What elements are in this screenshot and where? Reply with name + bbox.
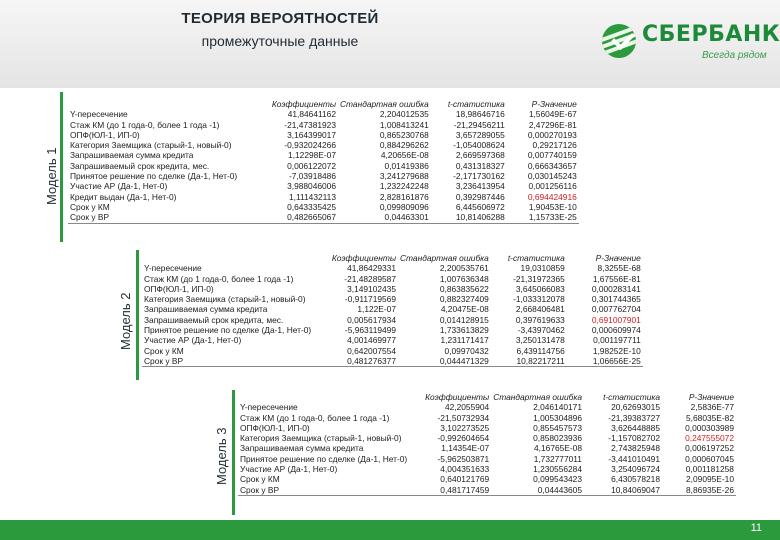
row-std-error: 0,858023936 xyxy=(533,433,582,444)
slide-title: ТЕОРИЯ ВЕРОЯТНОСТЕЙ xyxy=(181,10,379,27)
row-coefficient: -21,47381923 xyxy=(284,119,336,130)
row-variable: Принятое решение по сделке (Да-1, Нет-0) xyxy=(70,171,238,182)
table-row xyxy=(238,433,736,443)
table-row xyxy=(68,130,579,140)
row-p-value: 0,29217126 xyxy=(532,140,577,151)
model-2-label: Модель 2 xyxy=(118,292,133,350)
table-header-row xyxy=(238,392,736,402)
row-coefficient: 0,006122072 xyxy=(287,160,336,171)
table-row xyxy=(238,454,736,464)
row-p-value: 0,001181258 xyxy=(685,464,734,475)
row-variable: Принятое решение по сделке (Да-1, Нет-0) xyxy=(144,325,312,336)
row-coefficient: -0,911719569 xyxy=(344,294,396,305)
row-std-error: 0,882327409 xyxy=(439,294,489,305)
row-p-value: 1,67556E-81 xyxy=(592,273,641,284)
table-row xyxy=(142,346,643,356)
row-variable: Участие АР (Да-1, Нет-0) xyxy=(70,181,168,192)
row-coefficient: 0,482665067 xyxy=(258,212,338,223)
row-p-value: 0,001256116 xyxy=(528,181,577,192)
row-p-value: 2,09095E-10 xyxy=(686,474,734,485)
row-variable: Y-пересечение xyxy=(240,402,298,413)
row-std-error: 2,204012535 xyxy=(379,109,429,120)
table-row xyxy=(68,109,579,119)
row-coefficient: 1,122E-07 xyxy=(357,304,396,315)
table-row xyxy=(142,325,643,335)
row-p-value: 8,3255E-68 xyxy=(597,263,641,274)
row-t-stat: 0,397619633 xyxy=(515,314,565,325)
row-t-stat: 3,250131478 xyxy=(515,335,565,346)
row-t-stat: -1,157082702 xyxy=(608,433,660,444)
row-t-stat: 6,445606972 xyxy=(455,201,505,212)
row-std-error: 0,863835622 xyxy=(439,283,489,294)
model-2-accent-bar xyxy=(136,250,139,380)
row-coefficient: -21,50732934 xyxy=(437,412,490,423)
page-number: 11 xyxy=(750,522,762,534)
table-row xyxy=(68,120,579,130)
row-variable: Срок у ВР xyxy=(238,485,409,496)
row-t-stat: 2,668406481 xyxy=(515,304,565,315)
row-std-error: 1,008413241 xyxy=(379,119,429,130)
row-std-error: 4,20475E-08 xyxy=(440,304,489,315)
row-t-stat: 3,254096724 xyxy=(611,464,660,475)
row-coefficient: 4,004351633 xyxy=(440,464,490,475)
row-coefficient: 0,005617934 xyxy=(347,314,396,325)
table-row xyxy=(238,474,736,484)
row-std-error: 4,20656E-08 xyxy=(380,150,429,161)
row-std-error: 1,232242248 xyxy=(379,181,429,192)
model-3-table xyxy=(238,392,736,496)
row-variable: Участие АР (Да-1, Нет-0) xyxy=(144,335,242,346)
row-p-value: 0,007740159 xyxy=(527,150,577,161)
row-p-value: 0,000283141 xyxy=(591,283,641,294)
table-row xyxy=(68,171,579,181)
model-2-table xyxy=(142,253,643,367)
row-coefficient: 42,2055904 xyxy=(444,402,490,413)
model-1-accent-bar xyxy=(60,92,63,242)
row-p-value: 0,007762704 xyxy=(591,304,641,315)
table-row xyxy=(238,443,736,453)
row-std-error: 2,046140171 xyxy=(533,402,582,413)
row-variable: ОПФ(ЮЛ-1, ИП-0) xyxy=(144,283,214,294)
row-std-error: 0,01419386 xyxy=(384,160,429,171)
row-t-stat: 3,657289055 xyxy=(455,129,505,140)
row-variable: Запрашиваемая сумма кредита xyxy=(144,304,268,315)
table-row xyxy=(238,423,736,433)
row-coefficient: 4,001469977 xyxy=(347,335,396,346)
row-variable: Категория Заемщика (старый-1, новый-0) xyxy=(240,433,402,444)
row-variable: Запрашиваемый срок кредита, мес. xyxy=(144,314,284,325)
row-coefficient: 1,12298E-07 xyxy=(288,150,336,161)
row-variable: Стаж КМ (до 1 года-0, более 1 года -1) xyxy=(70,119,220,130)
column-header: Коэффициенты xyxy=(331,253,396,263)
row-t-stat: -1,054008624 xyxy=(453,140,505,151)
row-t-stat: 6,439114756 xyxy=(516,345,565,356)
table-row xyxy=(68,150,579,160)
row-t-stat: 19,0310859 xyxy=(520,263,565,274)
row-variable: Стаж КМ (до 1 года-0, более 1 года -1) xyxy=(240,412,390,423)
row-p-value: 1,90453E-10 xyxy=(528,201,577,212)
row-std-error: 2,828161876 xyxy=(379,191,429,202)
model-3-accent-bar xyxy=(232,390,235,515)
row-p-value: 2,5836E-77 xyxy=(690,402,734,413)
table-row xyxy=(142,263,643,273)
row-t-stat: 20,62693015 xyxy=(611,402,660,413)
row-t-stat: -1,033312078 xyxy=(513,294,565,305)
column-header: Стандартная ошибка xyxy=(493,392,582,402)
row-p-value: 8,86935E-26 xyxy=(662,485,736,496)
row-coefficient: 1,14354E-07 xyxy=(441,443,490,454)
row-t-stat: 6,430578218 xyxy=(611,474,660,485)
column-header: Коэффициенты xyxy=(425,392,490,402)
header-spacer xyxy=(68,99,258,109)
table-row xyxy=(142,284,643,294)
row-t-stat: 0,431318327 xyxy=(455,160,505,171)
row-t-stat: 3,645066083 xyxy=(515,283,565,294)
row-t-stat: -3,43970462 xyxy=(517,325,565,336)
row-coefficient: 3,149102435 xyxy=(347,283,396,294)
column-header: Коэффициенты xyxy=(271,99,336,109)
column-header: Стандартная ошибка xyxy=(400,253,489,263)
row-std-error: 0,099543423 xyxy=(533,474,582,485)
row-coefficient: 41,84641162 xyxy=(287,109,336,120)
row-t-stat: -21,31972365 xyxy=(513,273,565,284)
row-p-value: 0,247555072 xyxy=(685,433,734,444)
column-header: P-Значение xyxy=(688,392,734,402)
row-t-stat: -3,441010491 xyxy=(608,453,660,464)
row-variable: ОПФ(ЮЛ-1, ИП-0) xyxy=(70,129,140,140)
row-coefficient: -21,48289587 xyxy=(344,273,396,284)
row-p-value: 1,15733E-25 xyxy=(507,212,579,223)
row-std-error: 4,16765E-08 xyxy=(534,443,582,454)
row-variable: Запрашиваемая сумма кредита xyxy=(70,150,194,161)
row-p-value: 2,47296E-81 xyxy=(528,119,577,130)
row-coefficient: -5,962503871 xyxy=(437,453,490,464)
row-std-error: 1,230556284 xyxy=(533,464,582,475)
column-header: P-Значение xyxy=(531,99,577,109)
row-coefficient: 41,86429331 xyxy=(347,263,396,274)
column-header: t-статистика xyxy=(447,99,505,109)
row-p-value: 1,06656E-25 xyxy=(567,356,643,367)
row-variable: Запрашиваемая сумма кредита xyxy=(240,443,364,454)
row-p-value: 0,691007901 xyxy=(591,314,641,325)
row-t-stat: 2,669597368 xyxy=(455,150,505,161)
table-row xyxy=(142,274,643,284)
table-row xyxy=(142,294,643,304)
row-std-error: 0,04443605 xyxy=(491,485,584,496)
row-coefficient: 0,640121769 xyxy=(440,474,490,485)
row-coefficient: 3,164399017 xyxy=(287,129,336,140)
table-header-row xyxy=(68,99,579,109)
row-variable: Кредит выдан (Да-1, Нет-0) xyxy=(70,191,177,202)
row-coefficient: 1,111432113 xyxy=(288,191,336,202)
row-coefficient: -5,963119499 xyxy=(344,325,396,336)
row-std-error: 1,733613829 xyxy=(439,325,489,336)
row-variable: Срок у КМ xyxy=(144,345,184,356)
row-coefficient: -0,992604654 xyxy=(437,433,490,444)
table-row xyxy=(142,356,643,367)
row-coefficient: 3,988046006 xyxy=(287,181,336,192)
row-t-stat: 18,98646716 xyxy=(455,109,505,120)
row-t-stat: 10,82217211 xyxy=(491,356,567,367)
row-std-error: 0,855457573 xyxy=(533,422,582,433)
row-t-stat: -21,29456211 xyxy=(453,119,505,130)
column-header: Стандартная ошибка xyxy=(340,99,429,109)
column-header: t-статистика xyxy=(603,392,660,402)
table-row xyxy=(68,212,579,223)
column-header: P-Значение xyxy=(595,253,641,263)
row-std-error: 0,099809096 xyxy=(379,201,429,212)
row-p-value: 0,301744365 xyxy=(591,294,641,305)
table-row xyxy=(142,304,643,314)
sberbank-logo-icon xyxy=(602,24,636,58)
row-p-value: 0,000270193 xyxy=(527,129,577,140)
table-row xyxy=(238,485,736,496)
row-p-value: 1,56049E-67 xyxy=(528,109,577,120)
row-t-stat: 10,84069047 xyxy=(584,485,662,496)
row-p-value: 0,030145243 xyxy=(527,171,577,182)
row-std-error: 3,241279688 xyxy=(379,171,429,182)
row-variable: Участие АР (Да-1, Нет-0) xyxy=(240,464,338,475)
row-t-stat: 3,236413954 xyxy=(455,181,505,192)
row-variable: Срок у КМ xyxy=(70,201,110,212)
slide-title-block xyxy=(160,8,400,52)
row-t-stat: -2,171730162 xyxy=(453,171,505,182)
slide-subtitle: промежуточные данные xyxy=(201,33,359,49)
table-row xyxy=(238,413,736,423)
row-variable: Стаж КМ (до 1 года-0, более 1 года -1) xyxy=(144,273,294,284)
row-p-value: 0,000303989 xyxy=(685,422,734,433)
row-t-stat: 0,392987446 xyxy=(455,191,505,202)
column-header: t-статистика xyxy=(507,253,565,263)
row-variable: Срок у ВР xyxy=(68,212,258,223)
header-spacer xyxy=(238,392,409,402)
row-t-stat: 3,626448885 xyxy=(611,422,660,433)
row-std-error: 0,044471329 xyxy=(398,356,491,367)
model-1-label: Модель 1 xyxy=(44,147,59,205)
row-p-value: 0,006197252 xyxy=(685,443,734,454)
row-std-error: 1,005304896 xyxy=(533,412,582,423)
row-variable: Принятое решение по сделке (Да-1, Нет-0) xyxy=(240,453,408,464)
row-variable: Срок у ВР xyxy=(142,356,320,367)
row-coefficient: 3,102273525 xyxy=(440,422,490,433)
footer-bar xyxy=(0,520,780,540)
row-p-value: 0,001197711 xyxy=(593,335,641,346)
row-variable: Запрашиваемый срок кредита, мес. xyxy=(70,160,210,171)
row-coefficient: -0,932024266 xyxy=(284,140,336,151)
row-coefficient: 0,643335425 xyxy=(287,201,336,212)
row-t-stat: 2,743825948 xyxy=(611,443,660,454)
brand-name: СБЕРБАНК xyxy=(642,22,780,47)
table-row xyxy=(68,140,579,150)
row-p-value: 0,666343657 xyxy=(527,160,577,171)
row-variable: Y-пересечение xyxy=(70,109,128,120)
table-row xyxy=(238,464,736,474)
row-p-value: 1,98252E-10 xyxy=(592,345,641,356)
table-row xyxy=(68,192,579,202)
row-t-stat: 10,81406288 xyxy=(431,212,507,223)
row-p-value: 5,68035E-82 xyxy=(686,412,734,423)
row-variable: Срок у КМ xyxy=(240,474,280,485)
row-coefficient: 0,481276377 xyxy=(320,356,398,367)
table-row xyxy=(238,402,736,412)
table-row xyxy=(68,161,579,171)
row-p-value: 0,694424916 xyxy=(527,191,577,202)
table-row xyxy=(68,202,579,212)
row-std-error: 1,007636348 xyxy=(439,273,489,284)
header-spacer xyxy=(142,253,320,263)
row-std-error: 0,09970432 xyxy=(444,345,489,356)
row-coefficient: -7,03918486 xyxy=(288,171,336,182)
row-std-error: 0,865230768 xyxy=(379,129,429,140)
table-header-row xyxy=(142,253,643,263)
row-variable: Категория Заемщика (старый-1, новый-0) xyxy=(144,294,306,305)
row-std-error: 2,200535761 xyxy=(439,263,489,274)
row-coefficient: 0,642007554 xyxy=(347,345,396,356)
brand-slogan: Всегда рядом xyxy=(702,50,767,61)
table-row xyxy=(142,335,643,345)
row-variable: Y-пересечение xyxy=(144,263,202,274)
row-std-error: 1,732777011 xyxy=(533,453,582,464)
row-std-error: 1,231171417 xyxy=(440,335,489,346)
sberbank-logo xyxy=(602,22,780,66)
table-row xyxy=(142,315,643,325)
row-coefficient: 0,481717459 xyxy=(409,485,491,496)
row-std-error: 0,04463301 xyxy=(338,212,431,223)
row-p-value: 0,000607045 xyxy=(685,453,734,464)
row-p-value: 0,000609974 xyxy=(591,325,641,336)
row-t-stat: -21,39383727 xyxy=(608,412,660,423)
model-1-table xyxy=(68,99,579,224)
row-std-error: 0,014128915 xyxy=(439,314,489,325)
row-std-error: 0,884296262 xyxy=(379,140,429,151)
row-variable: ОПФ(ЮЛ-1, ИП-0) xyxy=(240,422,310,433)
model-3-label: Модель 3 xyxy=(214,427,229,485)
row-variable: Категория Заемщика (старый-1, новый-0) xyxy=(70,140,232,151)
table-row xyxy=(68,181,579,191)
